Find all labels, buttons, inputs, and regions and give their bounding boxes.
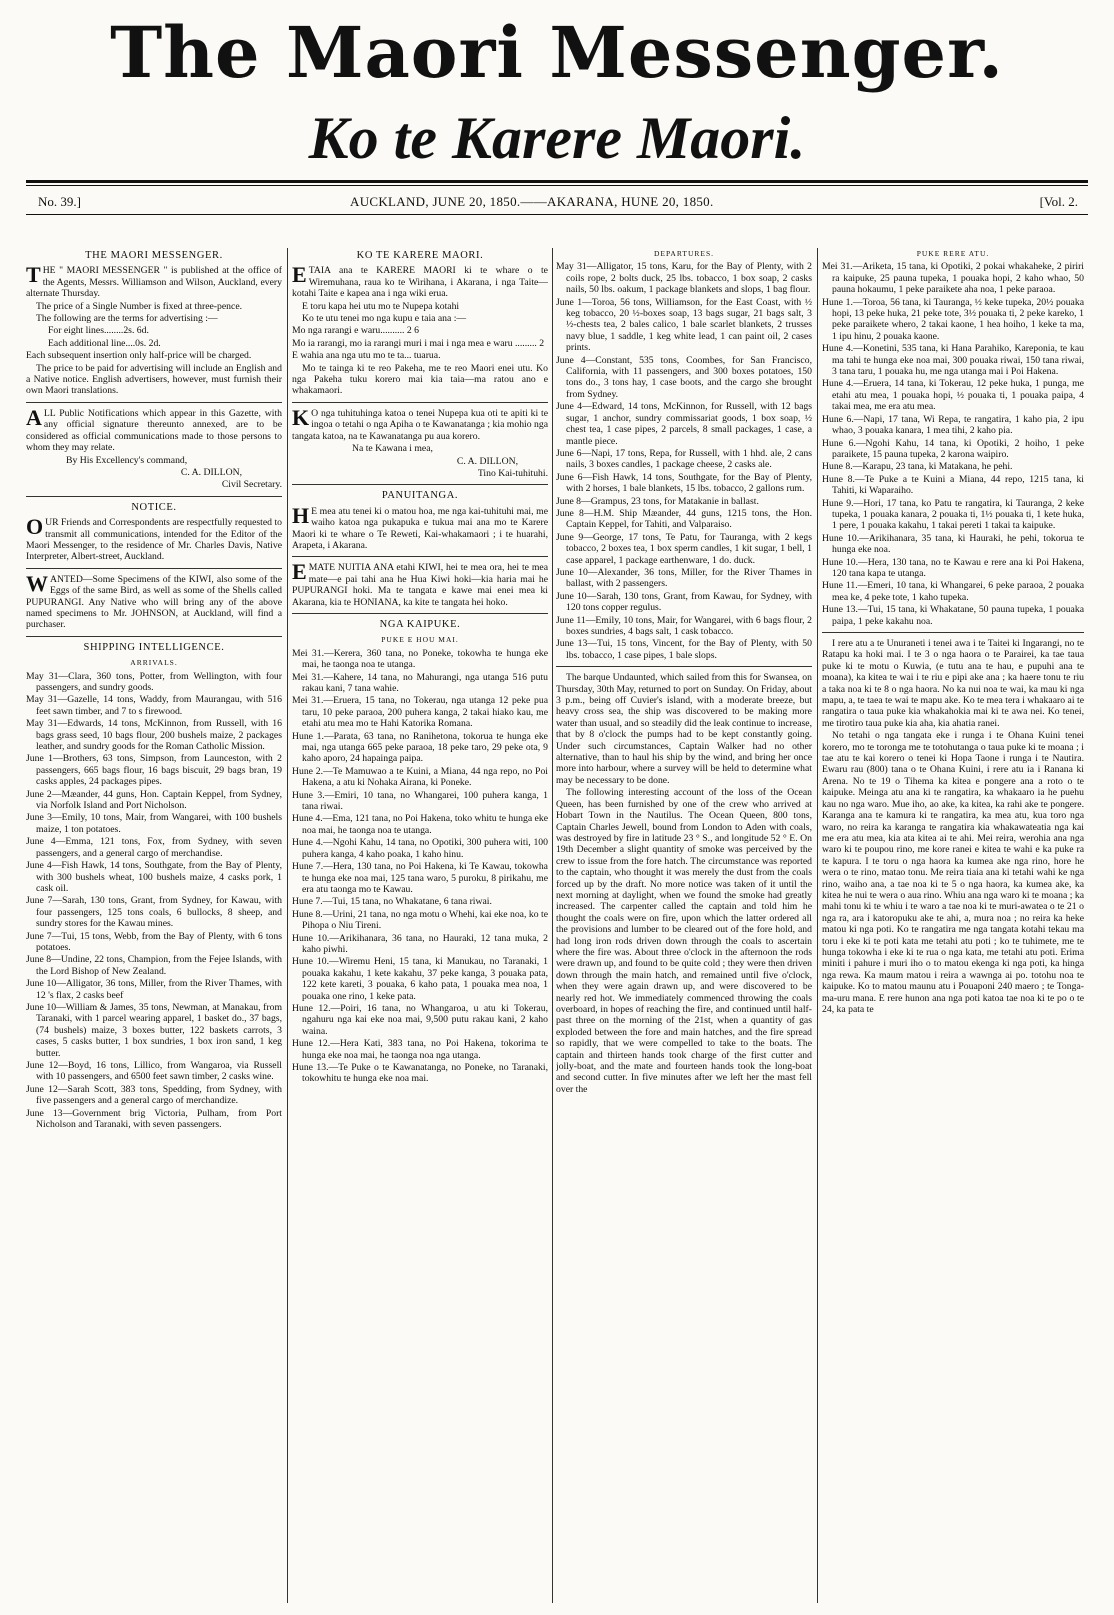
shipping-entry: June 4—Fish Hawk, 14 tons, Southgate, from the Bay of Plenty, with 300 bushels wheat, 100 bushels maize, 4 casks pork, 1 cask oil. [26, 860, 282, 894]
shipping-entry: June 12—Boyd, 16 tons, Lillico, from Wangaroa, via Russell with 10 passengers, and 6500 feet sawn timber, 2 casks wine. [26, 1060, 282, 1083]
column-3 [556, 248, 812, 1603]
shipping-entry: Mei 31.—Kahere, 14 tana, no Mahurangi, nga utanga 516 putu rakau kani, 7 tana wahie. [292, 671, 548, 694]
section-subheading: PUKE E HOU MAI. [381, 635, 459, 645]
shipping-entry: Hune 1.—Toroa, 56 tana, ki Tauranga, ½ keke tupeka, 20½ pouaka hopi, 13 peke huka, 21 peke tote, 3½ pouaka ti, 2 peke kareko, 1 peke paraikete whero, 2 takai kaone, 1 hea hoiho, 1 keke ta ma, 1 ipu hinu, 2 pouaka kaone. [822, 296, 1084, 342]
shipping-entry: Hune 13.—Te Puke o te Kawanatanga, no Poneke, no Taranaki, tokowhitu te hunga eke noa mai. [292, 1062, 548, 1085]
divider [822, 632, 1084, 633]
shipping-entry: Hune 4.—Konetini, 535 tana, ki Hana Parahiko, Kareponia, te kau ma tahi te hunga eke noa mai, 300 pouaka riwai, 150 tana riwai, 3 tana taru, 1 pouaka hu, me nga utanga mai i Poi Hakena. [822, 343, 1084, 378]
shipping-entry: June 8—Grampus, 23 tons, for Matakanie in ballast. [556, 495, 759, 507]
shipping-entry: Hune 7.—Tui, 15 tana, no Whakatane, 6 tana riwai. [292, 896, 492, 908]
shipping-entry: June 2—Mæander, 44 guns, Hon. Captain Keppel, from Sydney, via Norfolk Island and Port Nicholson. [26, 788, 282, 812]
volume-number: [Vol. 2. [1039, 194, 1078, 209]
divider [26, 402, 282, 403]
shipping-entry: June 8—Undine, 22 tons, Champion, from the Fejee Islands, with the Lord Bishop of New Zealand. [26, 954, 282, 977]
shipping-entry: June 8—H.M. Ship Mæander, 44 guns, 1215 tons, the Hon. Captain Keppel, for Tahiti, and Valparaiso. [556, 507, 812, 531]
column-divider [287, 248, 288, 1603]
shipping-entry: Hune 4.—Ema, 121 tana, no Poi Hakena, toko whitu te hunga eke noa mai, he taonga noa te utanga. [292, 813, 548, 836]
shipping-entry: Hune 10.—Arikihanara, 35 tana, ki Hauraki, he pehi, tokorua te hunga eke noa. [822, 532, 1084, 556]
shipping-entry: Hune 7.—Hera, 130 tana, no Poi Hakena, ki Te Kawau, tokowha te hunga eke noa mai, 125 tana waro, 5 puroku, 8 pirikahu, me era atu taonga mo te Kawau. [292, 861, 548, 895]
columns [26, 248, 1088, 1608]
paragraph: The price to be paid for advertising will include an English and a Native notice. English advertisers, however, must furnish their own Maori translations. [26, 362, 282, 397]
shipping-entry: Hune 9.—Hori, 17 tana, ko Patu te rangatira, ki Tauranga, 2 keke tupeka, 1 pouaka kanara, 2 pouaka ti, 1½ pouaka ti, 1 kete huka, 1 pere, 1 pouaka kakahu, 1 takai pereti 1 takai ta kaipuke. [822, 497, 1084, 532]
shipping-entry: Hune 4.—Eruera, 14 tana, ki Tokerau, 12 peke huka, 1 punga, me etahi atu mea, 1 pouaka hopi, ½ pouaka ti, 1 pouaka paipa, 4 takai mea, me era atu mea. [822, 378, 1084, 413]
paragraph: Each subsequent insertion only half-price will be charged. [26, 350, 252, 362]
shipping-entry: Mei 31.—Eruera, 15 tana, no Tokerau, nga utanga 12 peke pua taru, 10 peke paraoa, 200 puhera kanga, 2 takai hiako kau, me etahi atu mea mo te Hahi Katorika Romana. [292, 695, 548, 730]
divider [26, 496, 282, 497]
shipping-entry: Hune 12.—Hera Kati, 383 tana, no Poi Hakena, tokorima te hunga eke noa mai, he taonga noa nga utanga. [292, 1038, 548, 1061]
section-heading: KO TE KARERE MAORI. [356, 250, 484, 261]
shipping-entry: Hune 12.—Poiri, 16 tana, no Whangaroa, u atu ki Tokerau, ngahuru nga kai eke noa mai, 9,500 putu rakau kani, 2 kaho waina. [292, 1002, 548, 1037]
signature-line: Na te Kawana i mea, [352, 443, 433, 455]
section-heading: SHIPPING INTELLIGENCE. [83, 641, 225, 653]
issue-number: No. 39.] [38, 194, 81, 209]
masthead-title-maori: Ko te Karere Maori. [308, 105, 806, 171]
paragraph: The following are the terms for advertising :— [36, 313, 218, 325]
column-1 [26, 248, 282, 1603]
signature-title: Tino Kai-tuhituhi. [477, 467, 548, 479]
shipping-entry: Mei 31.—Ariketa, 15 tana, ki Opotiki, 2 pokai whakaheke, 2 piriri ra kaipuke, 25 pauna tupeka, 1 pouaka hopi, 2 kaho whao, 50 pauna hokaumu, 1 peke paraikete aha noa, 1 peke paraoa. [822, 261, 1084, 296]
section-subheading: DEPARTURES. [653, 249, 715, 258]
newspaper-page [0, 8, 1114, 1615]
shipping-entry: June 13—Tui, 15 tons, Vincent, for the Bay of Plenty, with 50 lbs. tobacco, 1 case pipes, 1 bale slops. [556, 638, 812, 661]
shipping-entry: June 7—Tui, 15 tons, Webb, from the Bay of Plenty, with 6 tons potatoes. [26, 930, 282, 953]
divider [292, 402, 548, 403]
divider [26, 568, 282, 569]
shipping-entry: June 10—Alligator, 36 tons, Miller, from the River Thames, with 12 's flax, 2 casks beef [26, 978, 282, 1001]
section-heading: NOTICE. [131, 501, 177, 513]
column-divider [817, 248, 818, 1603]
shipping-entry: Hune 3.—Emiri, 10 tana, no Whangarei, 100 puhera kanga, 1 tana riwai. [292, 789, 548, 813]
shipping-entry: Hune 6.—Ngohi Kahu, 14 tana, ki Opotiki, 2 hoiho, 1 peke paraikete, 15 pauna tupeka, 2 karona waipiro. [822, 437, 1084, 460]
masthead-title-english: The Maori Messenger. [110, 11, 1004, 94]
shipping-entry: Hune 8.—Te Puke a te Kuini a Miana, 44 repo, 1215 tana, ki Tahiti, ki Waparaiho. [822, 473, 1084, 497]
shipping-entry: June 11—Emily, 10 tons, Mair, for Wangarei, with 6 bags flour, 2 boxes sundries, 4 bags salt, 1 cask tobacco. [556, 614, 812, 637]
paragraph: THE " MAORI MESSENGER " is published at the office of the Agents, Messrs. Williamson and Wilson, Auckland, every alternate Thursday. [26, 262, 282, 300]
shipping-entry: June 10—William & James, 35 tons, Newman, at Manakau, from Taranaki, with 1 parcel wearing apparel, 1 basket do., 37 bags, (74 bushels) maize, 3 boxes butter, 122 baskets carrots, 3 cases, 5 casks butter, 1 box sundries, 1 box iron sand, 1 keg butter. [26, 1001, 282, 1059]
shipping-entry: Hune 10.—Arikihanara, 36 tana, no Hauraki, 12 tana muka, 2 kaho piwhi. [292, 932, 548, 955]
signature-name: C. A. DILLON, [456, 455, 518, 467]
section-subheading: ARRIVALS. [130, 658, 178, 668]
paragraph: KO nga tuhituhinga katoa o tenei Nupepa kua oti te apiti ki te ingoa o tetahi o nga Apiha o te Kawanatanga ; kia mohio nga tangata katoa, na te Kawanatanga pu aua korero. [292, 404, 548, 442]
shipping-entry: Hune 8.—Urini, 21 tana, no nga motu o Whehi, kai eke noa, ko te Pihopa o Niu Tireni. [292, 908, 548, 932]
divider [292, 484, 548, 485]
paragraph: Ko te utu tenei mo nga kupu e taia ana :— [302, 313, 467, 325]
section-subheading: PUKE RERE ATU. [916, 249, 990, 258]
paragraph: HE mea atu tenei ki o matou hoa, me nga kai-tuhituhi mai, me waiho katoa nga pukapuka e tukua mai ana mo te Karere Maori ki te whare o Te Reweti, Kai-whakamaori ; i te huarahi, Arapeta, i Akarana. [292, 502, 548, 551]
masthead-rule [26, 180, 1088, 186]
shipping-entry: Hune 11.—Emeri, 10 tana, ki Whangarei, 6 peke paraoa, 2 pouaka mea ke, 4 peke tote, 1 kaho tupeka. [822, 580, 1084, 603]
paragraph: OUR Friends and Correspondents are respectfully requested to transmit all communications, intended for the Editor of the Maori Messenger, to the residence of Mr. Charles Davis, Native Interpreter, Albert-street, Auckland. [26, 514, 282, 563]
paragraph: ETAIA ana te KARERE MAORI ki te whare o te Wiremuhana, raua ko te Wirihana, i Akarana, i nga Taite—kotahi Taite e kapea ana i nga wiki erua. [292, 262, 548, 300]
rate-line: Mo ia rarangi, mo ia rarangi muri i mai i nga mea e waru ......... 2 [292, 337, 545, 349]
divider [26, 636, 282, 637]
shipping-entry: Hune 10.—Hera, 130 tana, no te Kawau e rere ana ki Poi Hakena, 120 tana kapa te utanga. [822, 556, 1084, 579]
section-heading: PANUITANGA. [381, 490, 459, 502]
rate-line: Each additional line....0s. 2d. [48, 337, 161, 349]
column-2 [292, 248, 548, 1603]
dateline-rule [26, 214, 1088, 215]
shipping-entry: Hune 1.—Parata, 63 tana, no Ranihetona, tokorua te hunga eke mai, nga utanga 665 peke paraoa, 18 peke taro, 29 peke ota, 9 kaho aporo, 24 hapainga paipa. [292, 730, 548, 765]
shipping-entry: Hune 4.—Ngohi Kahu, 14 tana, no Opotiki, 300 puhera witi, 100 puhera kanga, 4 kaho poaka, 1 kaho hinu. [292, 837, 548, 860]
news-paragraph: No tetahi o nga tangata eke i runga i te Ohana Kuini tenei korero, mo te toronga me te totohutanga o taua puke ki te moana ; i tae atu te kai korero o tenei ki Hopa Taone i runga i te Nautira. Ewaru rau (800) tana o te Ohana Kuini, i rere atu ia i Ranana ki Arena. No te 19 o Tihema ka kitea e pongere ana a roto o te kaipuke. Meinga atu ana ki te rangatira, ka whakaaro ia he puehu kau no nga waro. Mue iho, ao ake, ka kitea, ka rahi ake te pongere. Karanga ana te kamura ki te rangatira, ka mea atu, kua toro nga waro, no reira ka karanga te rangatira kia whakawateatia nga kai me era atu mea, kia ata kitea ai te ahi. Mei reira, werohia ana nga waro ki te poupou rino, me kore ranei e kitea te wahi e ka puke ra te kapura. I te toru o nga haora ka kumea ake nga rino, hore he wera o te rino, matao tonu. Me reira tiaia ana ki tetahi wahi ke nga rino, waiho ana, a tae noa ki te 5 o nga haora, ka kumea ake, ka kitea he nui te wera o aua rino. Whiu ana nga waro ki te moana ; ka mahi tonu ki te whiu i te waro a tae noa ki te muri-awatea o te 21 o nga ra, ara i katoropuku ake te ahi, a, mura noa ; no reira ka heke matou ki nga poti. Ko te rangatira me nga tangata kotahi tekau ma toru i eke ki te poti kata me tetahi atu poti ; ko te tuhimete, me te hunga tokowha i eke ki te rua o nga kata, me tetahi atu poti. Erima miniti i pahure i muri iho o to matou ekenga ki nga poti, ka hinga nga rewa. Ka maum matou i reira a wawnga ai po. totohu noa te kaipuke. Ko to matou maunu atu i Pouaponi 240 maero ; te Tonga-ma-uru mana. E rere hunon ana nga poti katoa tae noa ki te po o te 24, ka pata te [822, 730, 1084, 1015]
shipping-entry: May 31—Edwards, 14 tons, McKinnon, from Russell, with 16 bags grass seed, 10 bags flour, 200 bushels maize, 2 packages leather, and sundry goods for the Roman Catholic Mission. [26, 718, 282, 753]
signature-name: C. A. DILLON, [180, 466, 242, 478]
shipping-entry: June 7—Sarah, 130 tons, Grant, from Sydney, for Kawau, with four passengers, 125 tons coals, 6 bullocks, 8 sheep, and sundry stores for the Kawau mines. [26, 895, 282, 930]
signature-line: By His Excellency's command, [66, 454, 188, 466]
rate-line: For eight lines........2s. 6d. [48, 325, 149, 337]
dateline [30, 190, 1084, 214]
shipping-entry: Mei 31.—Kerera, 360 tana, no Poneke, tokowha te hunga eke mai, he taonga noa te utanga. [292, 647, 548, 671]
shipping-entry: June 1—Brothers, 63 tons, Simpson, from Launceston, with 2 passengers, 665 bags flour, 16 bags biscuit, 29 bags bran, 19 casks apples, 24 packages pipes. [26, 753, 282, 788]
column-4 [822, 248, 1084, 1603]
shipping-entry: Hune 2.—Te Mamuwao a te Kuini, a Miana, 44 nga repo, no Poi Hakena, a atu ki Nohaka Airana, ki Poneke. [292, 765, 548, 789]
shipping-entry: June 6—Napi, 17 tons, Repa, for Russell, with 1 hhd. ale, 2 cans nails, 3 boxes candles, 1 package cheese, 2 casks ale. [556, 447, 812, 471]
shipping-entry: May 31—Alligator, 15 tons, Karu, for the Bay of Plenty, with 2 coils rope, 2 bolts duck, 25 lbs. tobacco, 1 box soap, 2 casks nails, 50 lbs. oakum, 1 package blankets and slops, 1 bag flour. [556, 261, 812, 296]
divider [292, 613, 548, 614]
paragraph: Mo te tainga ki te reo Pakeha, me te reo Maori enei utu. Ko nga Pakeha tuku korero mai kia taia—ma ratou ano e whakamaori. [292, 362, 548, 397]
news-paragraph: I rere atu a te Unuraneti i tenei awa i te Taitei ki Ingarangi, no te Ratapu ka hoki mai. I te 3 o nga haora o te Parairei, ka tae taua puke ki te motu o Kuwia, (e tutu ana te hau, e pupuhi ana te moana), ka kitea te wai i te riu e pipi ake ana ; ka haere tonu te riu a taka noa ki te 8 o nga haora. No ka nui noa te wai, ka mau ki nga mapu, a, te taea te wai te mapu ake. Ko te mea tera i whakaaro ai te rangatira o taua puke kia whakahokia mai ki te awa nei. Ko tenei, me tirotiro taua puke kia aha, kia ahatia ranei. [822, 638, 1084, 729]
column-divider [552, 248, 553, 1603]
shipping-entry: Hune 10.—Wiremu Heni, 15 tana, ki Manukau, no Taranaki, 1 pouaka kakahu, 1 kete kakahu, 37 peke kanga, 3 pouaka pata, 122 kete kareti, 3 pouaka, 6 kaho pata, 1 pouaka mea noa, 1 pouaka one rino, 1 keke pata. [292, 956, 548, 1002]
paragraph: E toru kapa hei utu mo te Nupepa kotahi [302, 300, 460, 312]
shipping-entry: June 9—George, 17 tons, Te Patu, for Tauranga, with 2 kegs tobacco, 2 boxes tea, 1 box sperm candles, 1 kit sugar, 1 bell, 1 case apparel, 1 package earthenware, 1 do. duck. [556, 531, 812, 566]
paragraph: E wahia ana nga utu mo te ta... tuarua. [292, 350, 441, 362]
paragraph: The price of a Single Number is fixed at three-pence. [36, 300, 243, 312]
divider [292, 556, 548, 557]
signature-title: Civil Secretary. [221, 479, 282, 491]
shipping-entry: June 10—Sarah, 130 tons, Grant, from Kawau, for Sydney, with 120 tons copper regulus. [556, 590, 812, 614]
rate-line: Mo nga rarangi e waru.......... 2 6 [292, 325, 419, 337]
shipping-entry: June 6—Fish Hawk, 14 tons, Southgate, for the Bay of Plenty, with 2 horses, 1 bale blankets, 15 lbs. tobacco, 2 gallons rum. [556, 471, 812, 495]
shipping-entry: June 1—Toroa, 56 tons, Williamson, for the East Coast, with ½ keg tobacco, 20 ½-boxes soap, 13 bags sugar, 21 bags salt, 3 ½-chests tea, 2 bales calico, 1 bale scarlet blankets, 2 trusses navy blue, 1 saddle, 1 keg white lead, 1 can paint oil, 2 cases prints. [556, 296, 812, 354]
shipping-entry: June 10—Alexander, 36 tons, Miller, for the River Thames in ballast, with 2 passengers. [556, 566, 812, 590]
section-heading: NGA KAIPUKE. [379, 618, 461, 630]
news-paragraph: The barque Undaunted, which sailed from this for Swansea, on Thursday, 30th May, returned to port on Sunday. On Friday, about 3 p.m., being off Cuvier's island, with a moderate breeze, but heavy cross sea, the ship was discovered to be making more water than usual, and so steadily did the leak continue to increase, that by 8 o'clock the pumps had to be kept constantly going. Under such circumstances, Captain Walker had no other alternative, than to haul his ship by the wind, and bring her once more into harbour, where a survey will be held to determine what may be necessary to be done. [556, 672, 812, 786]
shipping-entry: Hune 13.—Tui, 15 tana, ki Whakatane, 50 pauna tupeka, 1 pouaka paipa, 1 peke kakahu noa. [822, 604, 1084, 627]
shipping-entry: June 4—Emma, 121 tons, Fox, from Sydney, with seven passengers, and a general cargo of merchandise. [26, 836, 282, 859]
divider [556, 666, 812, 667]
shipping-entry: May 31—Clara, 360 tons, Potter, from Wellington, with four passengers, and sundry goods. [26, 670, 282, 693]
shipping-entry: Hune 6.—Napi, 17 tana, Wi Repa, te rangatira, 1 kaho pia, 2 ipu whao, 3 pouaka kanara, 1 mea tihi, 2 kaho pia. [822, 413, 1084, 437]
news-paragraph: The following interesting account of the loss of the Ocean Queen, has been furnished by one of the crew who arrived at Hobart Town in the Nautilus. The Ocean Queen, 800 tons, Captain Charles Jewell, bound from London to Aden with coals, was destroyed by fire in latitude 23 ° S., and longitude 52 ° E. On 19th December a slight quantity of smoke was perceived by the crew to issue from the fore hatch. The circumstance was reported to the captain, who thought it was merely the dust from the coals forced up by the draft. No more notice was taken of it until the next morning at daylight, when we found the smoke had greatly increased. The carpenter called the captain and told him he thought the coals were on fire, upon which the latter ordered all the provisions and lumber to be cleared out of the fore hold, and had long iron rods driven down through the coals to ascertain where the fire was. About three o'clock in the afternoon the rods were drawn up, and found to be quite cold ; they were then driven down through the main hatch, and remained until five o'clock, when they were again drawn up, and were discovered to be nearly red hot. We immediately commenced throwing the coals overboard, in hopes of reaching the fire, and continued until half-past three on the morning of the 21st, when a quantity of gas exploded between the fore and main hatches, and the fire spread so rapidly, that we were compelled to take to the boats. The captain and thirteen hands took charge of the first cutter and jolly-boat, and the mate and fourteen hands took the long-boat and second cutter. In five minutes after we left her the mast fell over the [556, 787, 812, 1095]
paragraph: WANTED—Some Specimens of the KIWI, also some of the Eggs of the same Bird, as well as some of the Shells called PUPURANGI. Any Native who will bring any of the above named specimens to Mr. JOHNSON, at Auckland, will find a purchaser. [26, 570, 282, 631]
section-heading: THE MAORI MESSENGER. [85, 250, 223, 261]
shipping-entry: June 3—Emily, 10 tons, Mair, from Wangarei, with 100 bushels maize, 1 ton potatoes. [26, 812, 282, 835]
shipping-entry: Hune 8.—Karapu, 23 tana, ki Matakana, he pehi. [822, 461, 1013, 473]
shipping-entry: June 12—Sarah Scott, 383 tons, Spedding, from Sydney, with five passengers and a general cargo of merchandize. [26, 1083, 282, 1107]
shipping-entry: June 4—Constant, 535 tons, Coombes, for San Francisco, California, with 11 passengers, and 300 boxes potatoes, 150 tons do., 3 tons hay, 1 case boots, and the cargo she brought from Sydney. [556, 354, 812, 400]
paragraph: EMATE NUITIA ANA etahi KIWI, hei te mea ora, hei te mea mate—e pai tahi ana he Hua Kiwi hoki—kia haria mai he PUPURANGI hoki. Ma te tangata e kawe mai enei mea ki Akarana, kia te HONIANA, ka kite te tangata hei hoko. [292, 559, 548, 608]
issue-date: AUCKLAND, JUNE 20, 1850.——AKARANA, HUNE 20, 1850. [350, 194, 714, 209]
shipping-entry: June 13—Government brig Victoria, Pulham, from Port Nicholson and Taranaki, with seven passengers. [26, 1107, 282, 1131]
paragraph: ALL Public Notifications which appear in this Gazette, with any official signature thereunto annexed, are to be considered as official communications made to those persons to whom they may relate. [26, 404, 282, 454]
shipping-entry: June 4—Edward, 14 tons, McKinnon, for Russell, with 12 bags sugar, 1 anchor, sundry commissariat goods, 1 box soap, ½ chest tea, 1 case pipes, 2 parcels, 8 small packages, 1 case, a mantle piece. [556, 401, 812, 447]
shipping-entry: May 31—Gazelle, 14 tons, Waddy, from Maurangau, with 516 feet sawn timber, and 7 to s firewood. [26, 694, 282, 717]
